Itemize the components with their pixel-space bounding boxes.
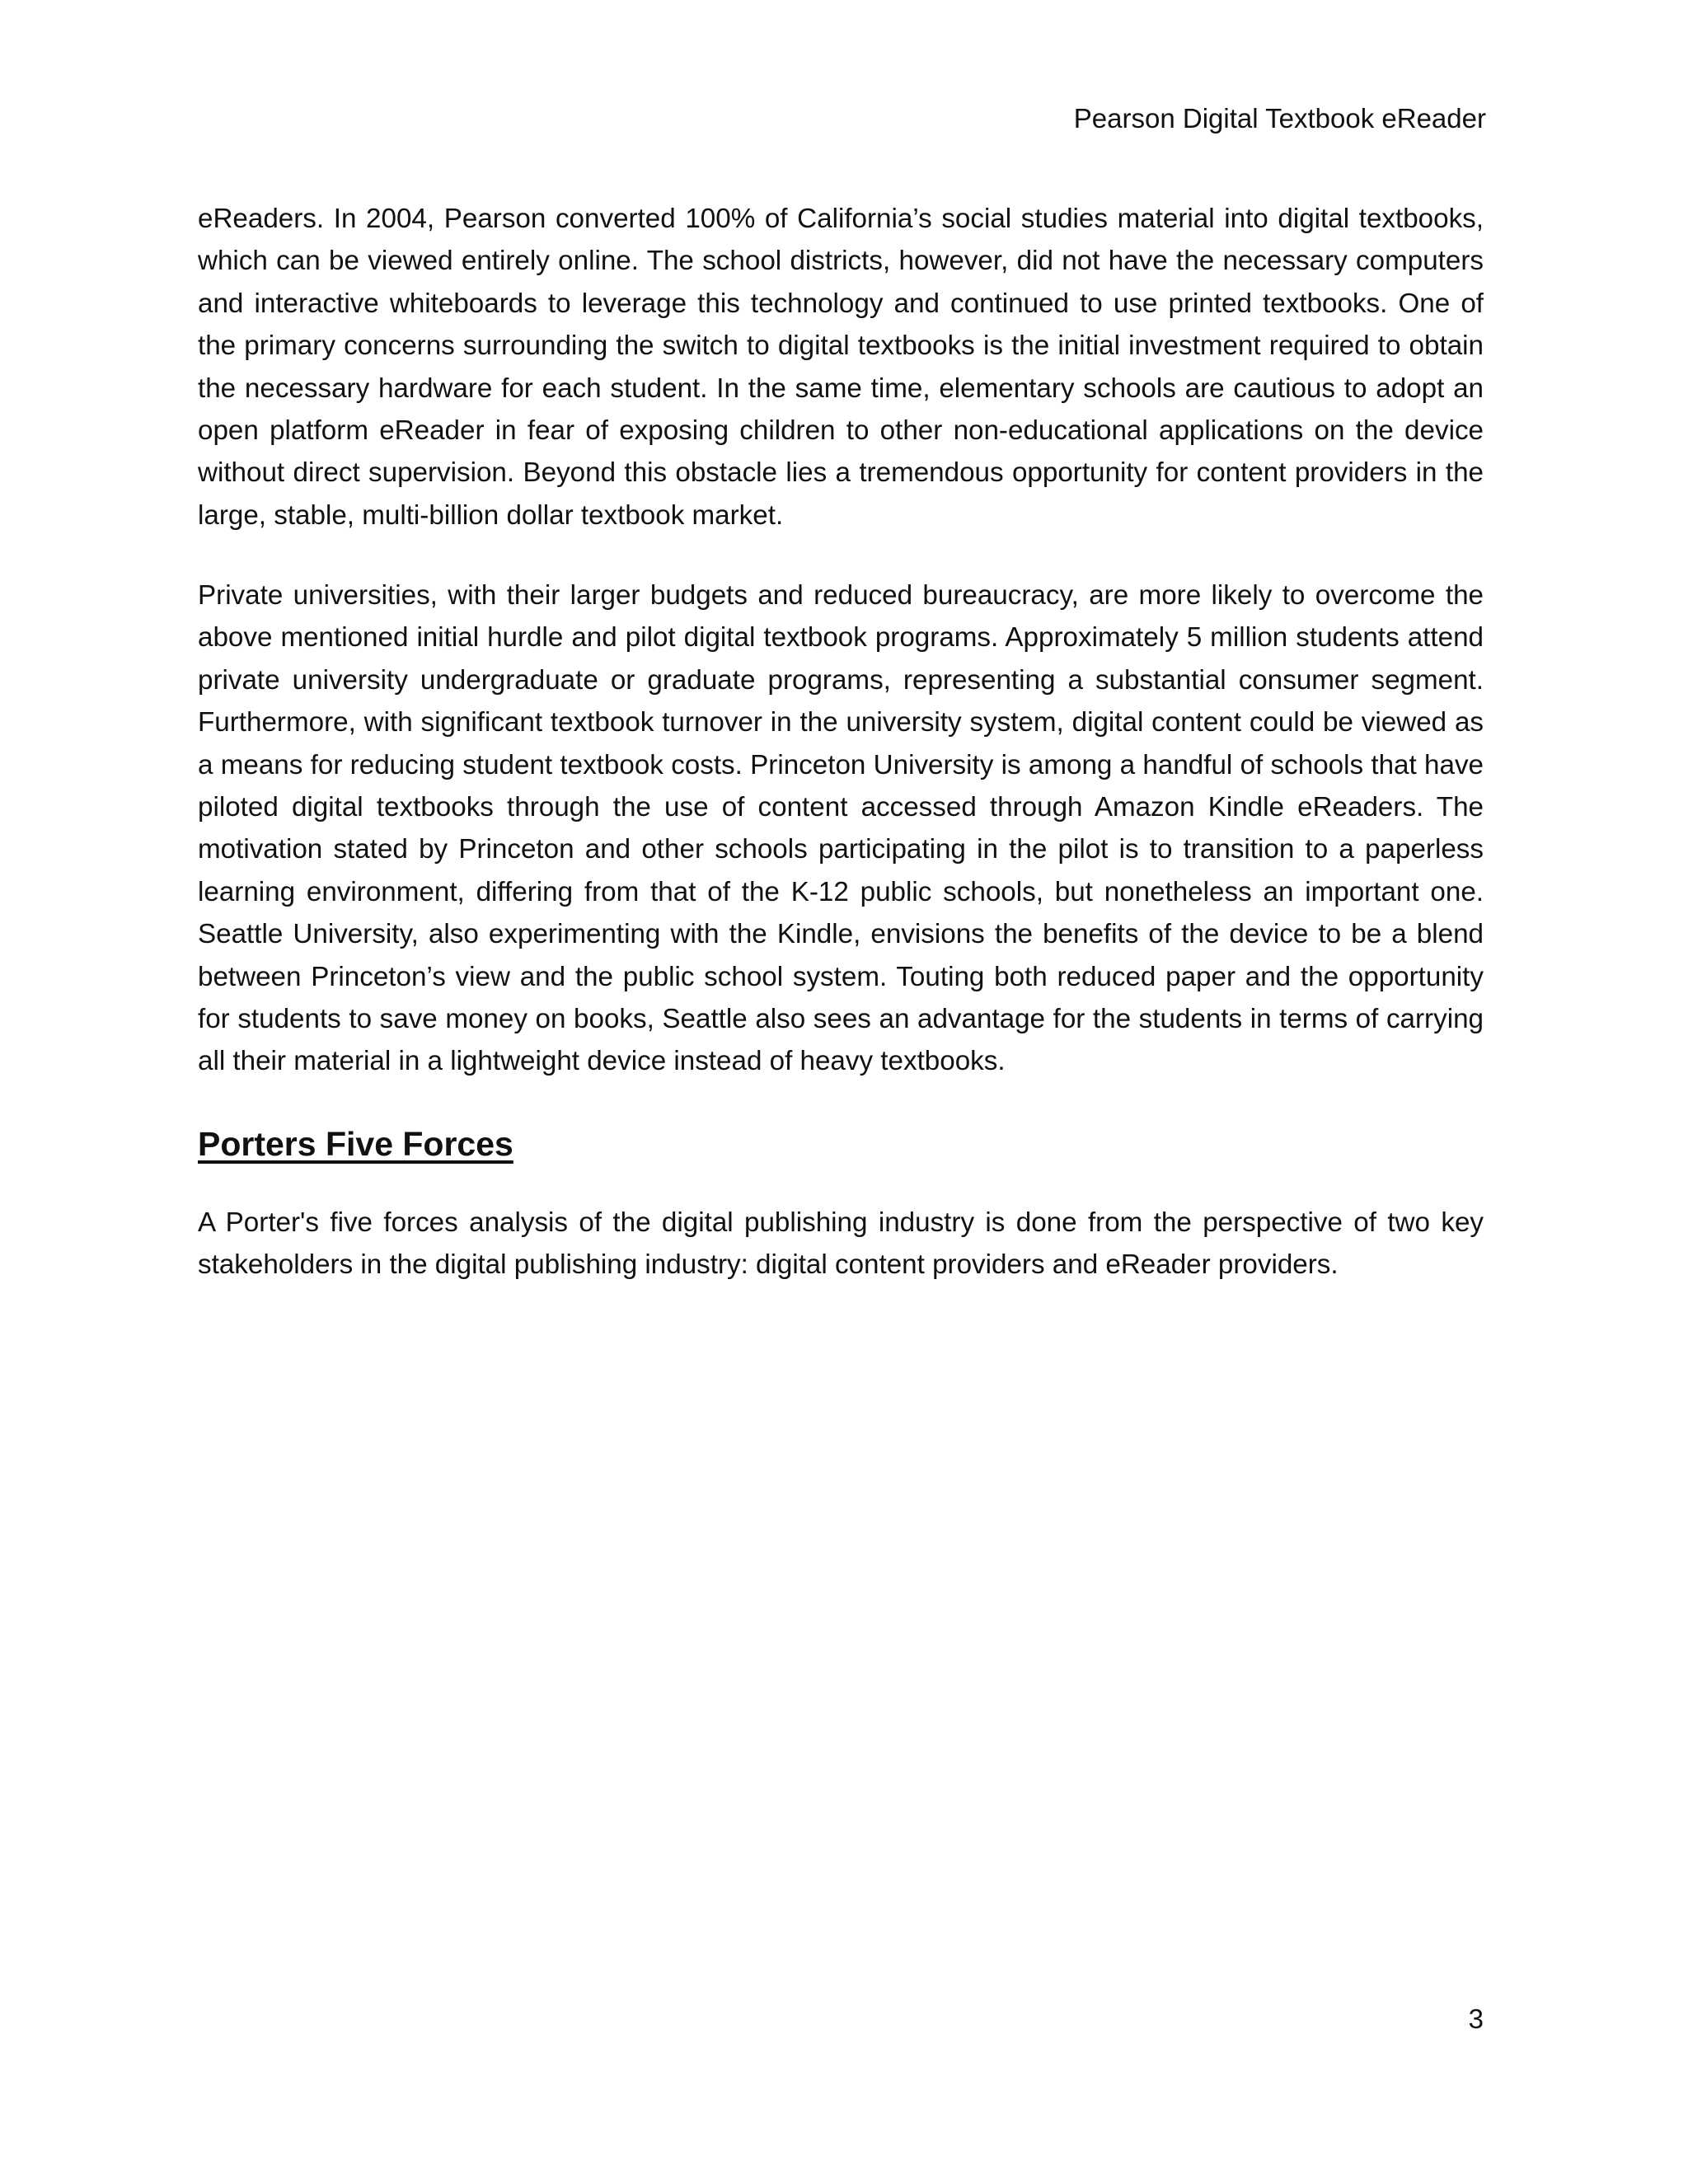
body-paragraph: Private universities, with their larger budgets and reduced bureaucracy, are more likely to overcome the above mentioned initial hurdle and pilot digital textbook programs. Approximately 5 million students attend private university undergraduate or graduate programs, representing a substantial consumer segment. Furthermore, with significant textbook turnover in the university system, digital content could be viewed as a means for reducing student textbook costs. Princeton University is among a handful of schools that have piloted digital textbooks through the use of content accessed through Amazon Kindle eReaders. The motivation stated by Princeton and other schools participating in the pilot is to transition to a paperless learning environment, differing from that of the K-12 public schools, but nonetheless an important one. Seattle University, also experimenting with the Kindle, envisions the benefits of the device to be a blend between Princeton’s view and the public school system. Touting both reduced paper and the opportunity for students to save money on books, Seattle also sees an advantage for the students in terms of carrying all their material in a lightweight device instead of heavy textbooks.: [198, 580, 1484, 1077]
body-paragraph: eReaders. In 2004, Pearson converted 100% of California’s social studies material into digital textbooks, which can be viewed entirely online. The school districts, however, did not have the necessary computers and interactive whiteboards to leverage this technology and continued to use printed textbooks. One of the primary concerns surrounding the switch to digital textbooks is the initial investment required to obtain the necessary hardware for each student. In the same time, elementary schools are cautious to adopt an open platform eReader in fear of exposing children to other non-educational applications on the device without direct supervision. Beyond this obstacle lies a tremendous opportunity for content providers in the large, stable, multi-billion dollar textbook market.: [198, 204, 1484, 531]
section-heading: Porters Five Forces: [198, 1125, 513, 1163]
running-header: Pearson Digital Textbook eReader: [1073, 103, 1486, 134]
section-paragraph: A Porter's five forces analysis of the digital publishing industry is done from the perspective of two key stakeholders in the digital publishing industry: digital content providers and eReader providers.: [198, 1207, 1484, 1281]
page-number: 3: [1468, 2004, 1484, 2034]
